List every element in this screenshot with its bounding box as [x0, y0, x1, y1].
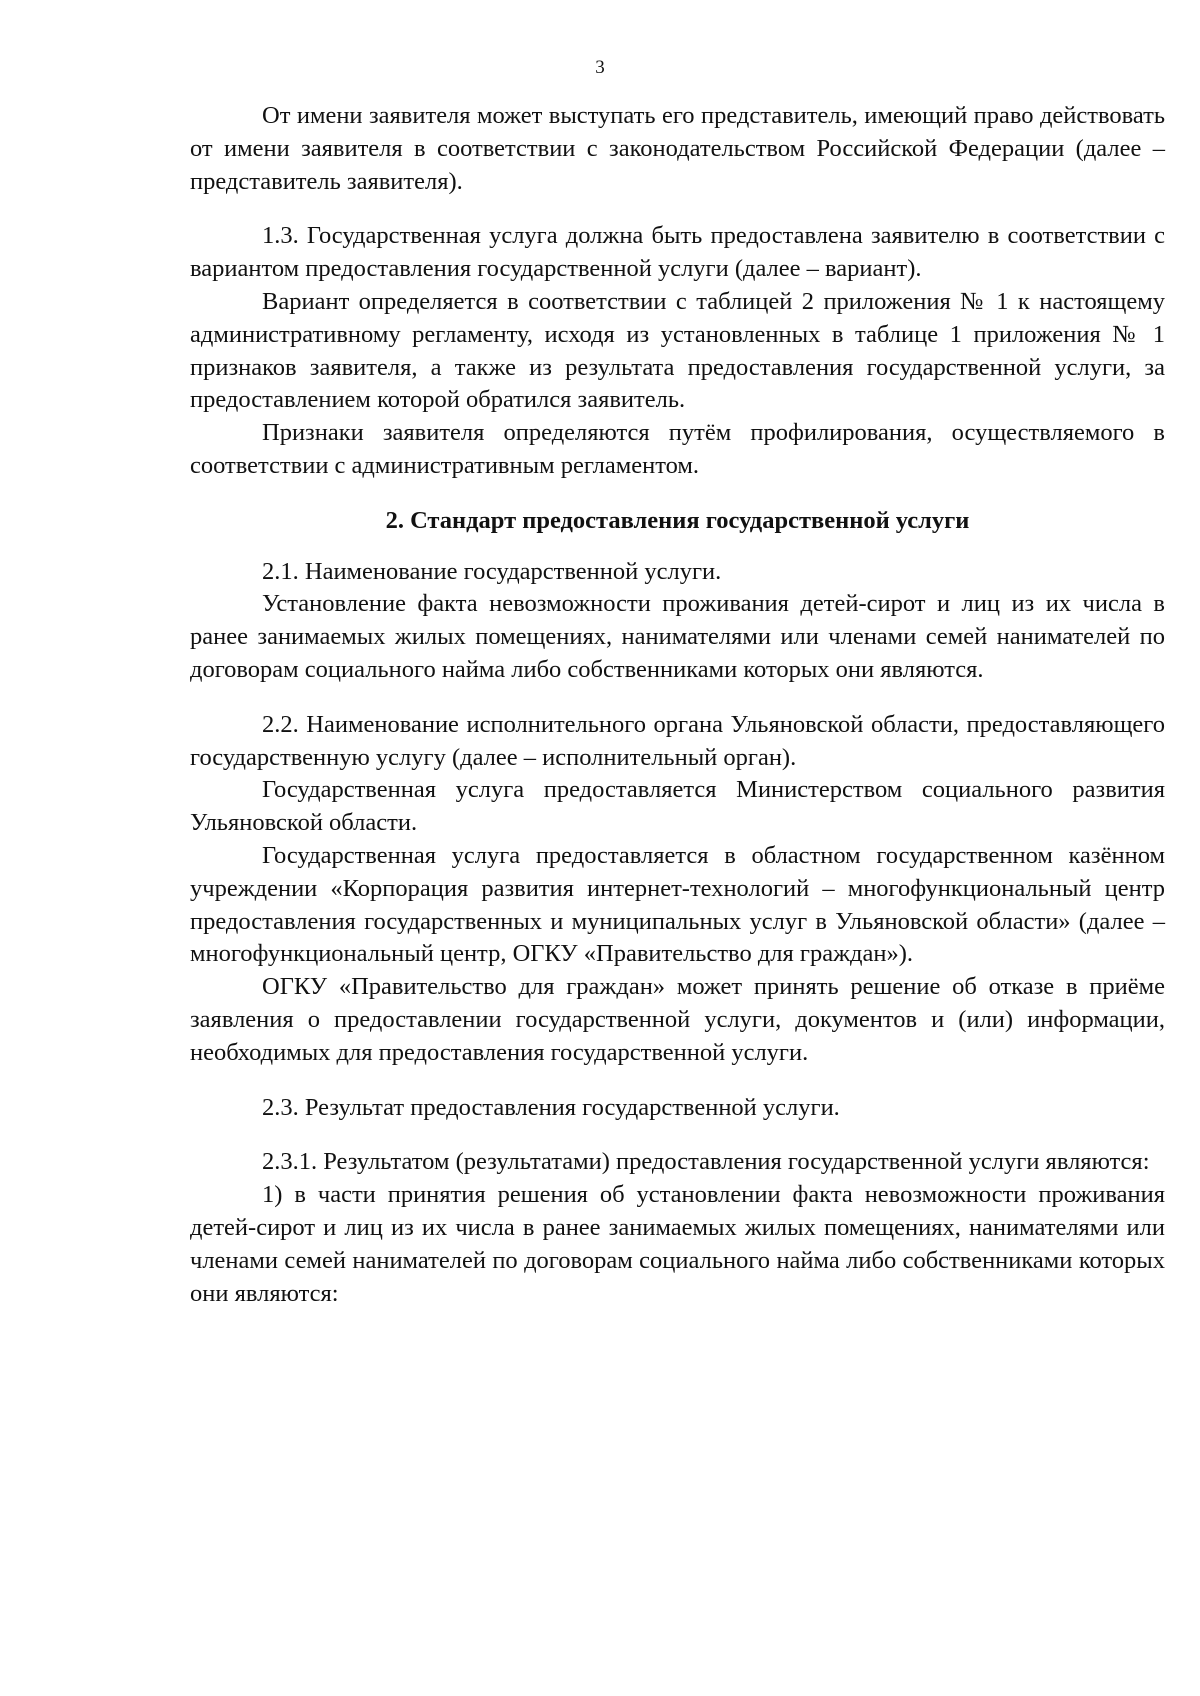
paragraph-representative: От имени заявителя может выступать его представитель, имеющий право действовать от имени заявителя в соответствии с законодательством Российской Федерации (далее – представитель заявителя). [190, 102, 1165, 195]
paragraph-service-name: Установление факта невозможности проживания детей-сирот и лиц из их числа в ранее занимаемых жилых помещениях, нанимателями или членами семей нанимателей по договорам социального найма либо собственниками которых они являются. [190, 590, 1165, 683]
paragraph-2-2: 2.2. Наименование исполнительного органа Ульяновской области, предоставляющего государственную услугу (далее – исполнительный орган). [190, 710, 1165, 771]
paragraph-2-1: 2.1. Наименование государственной услуги. [262, 557, 722, 585]
paragraph-1-3: 1.3. Государственная услуга должна быть предоставлена заявителю в соответствии с вариантом предоставления государственной услуги (далее – вариант). [190, 222, 1165, 283]
paragraph-mfc: Государственная услуга предоставляется в областном государственном казённом учреждении «Корпорация развития интернет-технологий – многофункциональный центр предоставления государственных и муниципальных услуг в Ульяновской области» (далее – многофункциональный центр, ОГКУ «Правительство для граждан»). [190, 841, 1165, 968]
paragraph-2-3: 2.3. Результат предоставления государственной услуги. [262, 1093, 840, 1121]
section-heading-2: 2. Стандарт предоставления государственной услуги [385, 506, 970, 534]
paragraph-ministry: Государственная услуга предоставляется Министерством социального развития Ульяновской области. [190, 776, 1165, 837]
paragraph-2-3-1: 2.3.1. Результатом (результатами) предоставления государственной услуги являются: [262, 1148, 1150, 1176]
paragraph-refusal: ОГКУ «Правительство для граждан» может принять решение об отказе в приёме заявления о предоставлении государственной услуги, документов и (или) информации, необходимых для предоставления государственной услуги. [190, 973, 1165, 1066]
paragraph-applicant-signs: Признаки заявителя определяются путём профилирования, осуществляемого в соответствии с административным регламентом. [190, 419, 1165, 479]
page-number: 3 [595, 57, 605, 78]
document-body [190, 100, 1165, 1310]
paragraph-variant: Вариант определяется в соответствии с таблицей 2 приложения № 1 к настоящему административному регламенту, исходя из установленных в таблице 1 приложения № 1 признаков заявителя, а также из результата предоставления государственной услуги, за предоставлением которой обратился заявитель. [190, 287, 1165, 414]
paragraph-result-item-1: 1) в части принятия решения об установлении факта невозможности проживания детей-сирот и лиц из их числа в ранее занимаемых жилых помещениях, нанимателями или членами семей нанимателей по договорам социального найма либо собственниками которых они являются: [190, 1181, 1165, 1307]
